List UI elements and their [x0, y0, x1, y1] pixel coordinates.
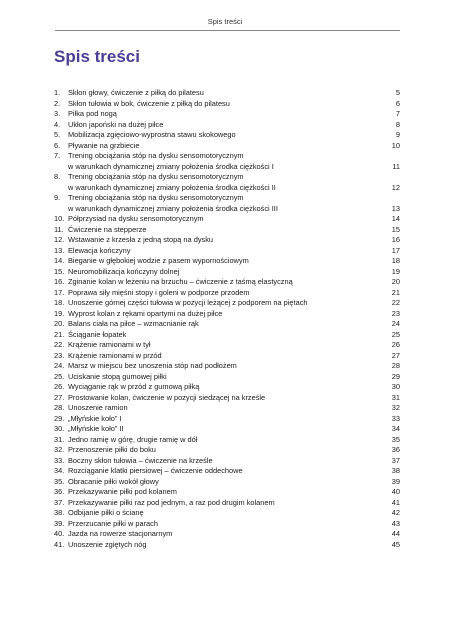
toc-entry-page: 19 [391, 266, 400, 276]
toc-entry-title: Odbijanie piłki o ścianę [68, 508, 144, 517]
toc-entry [54, 319, 400, 330]
toc-entry-page: 7 [395, 109, 400, 118]
toc-entry-title: Skłon tułowia w bok, ćwiczenie z piłką do pilatesu [68, 98, 230, 108]
toc-entry-number: 30. [54, 424, 65, 433]
toc-entry-page: 22 [391, 298, 400, 307]
toc-entry-page: 14 [391, 214, 400, 223]
toc-entry-title: „Młyńskie koło” I [68, 413, 122, 423]
toc-entry [54, 424, 400, 435]
toc-entry-number: 3. [54, 109, 61, 118]
toc-entry [54, 466, 400, 477]
toc-entry-page: 18 [391, 256, 400, 265]
toc-entry [54, 267, 400, 278]
toc-entry-number: 7. [54, 151, 61, 160]
toc-entry-title: Przenoszenie piłki do boku [68, 445, 156, 454]
toc-entry [54, 309, 400, 320]
toc-entry-number: 38. [54, 508, 65, 517]
toc-entry-page: 38 [391, 466, 400, 475]
toc-entry-title: Wyciąganie rąk w przód z gumową piłką [68, 382, 200, 391]
toc-entry-number: 33. [54, 455, 65, 465]
toc-entry [54, 445, 400, 456]
toc-entry-page: 13 [391, 203, 400, 213]
toc-entry [54, 120, 400, 131]
toc-entry-title: Wyprost kolan z rękami opartymi na dużej piłce [68, 308, 223, 318]
toc-entry-page: 40 [391, 487, 400, 496]
running-header: Spis treści [207, 17, 243, 26]
toc-entry-title: Trening obciążania stóp na dysku sensomotorycznym [68, 151, 244, 160]
toc-entry-number: 34. [54, 466, 65, 475]
toc-entry [54, 99, 400, 110]
toc-entry [54, 288, 400, 299]
toc-entry [54, 193, 400, 214]
toc-entry-title: Przekazywanie piłki pod kolanem [68, 487, 177, 496]
toc-entry-title: Bieganie w głębokiej wodzie z pasem wypornościowym [68, 256, 249, 265]
toc-entry-number: 12. [54, 235, 65, 244]
toc-entry-number: 27. [54, 392, 65, 402]
toc-entry-title: Przekazywanie piłki raz pod jednym, a raz pod drugim kolanem [68, 497, 275, 507]
toc-entry-page: 31 [391, 392, 400, 402]
toc-entry [54, 109, 400, 120]
toc-entry [54, 256, 400, 267]
toc-entry-number: 18. [54, 298, 65, 307]
toc-entry [54, 130, 400, 141]
toc-entry [54, 403, 400, 414]
toc-entry-page: 25 [391, 329, 400, 339]
toc-entry-number: 1. [54, 88, 61, 97]
toc-entry [54, 151, 400, 172]
toc-entry [54, 498, 400, 509]
toc-entry-title: Obracanie piłki wokół głowy [68, 476, 159, 486]
toc-entry [54, 340, 400, 351]
toc-entry-number: 17. [54, 287, 65, 297]
toc-entry-title: Balans ciała na piłce – wzmacnianie rąk [68, 319, 199, 328]
toc-entry-number: 21. [54, 329, 65, 339]
page-title: Spis treści [54, 47, 140, 66]
toc-entry-page: 43 [391, 518, 400, 528]
toc-entry-number: 6. [54, 140, 61, 150]
toc-entry-number: 32. [54, 445, 65, 454]
toc-entry-title: Unoszenie zgiętych nóg [68, 539, 147, 549]
toc-entry-title: Marsz w miejscu bez unoszenia stóp nad podłożem [68, 361, 237, 370]
toc-entry-number: 37. [54, 497, 65, 507]
toc-entry-number: 2. [54, 98, 61, 108]
toc-entry-number: 25. [54, 371, 65, 381]
toc-entry-number: 31. [54, 434, 65, 444]
toc-entry [54, 487, 400, 498]
toc-entry-title: Piłka pod nogą [68, 109, 117, 118]
toc-entry-title: Mobilizacja zgięciowo-wyprostna stawu skokowego [68, 130, 236, 139]
toc-entry-title: Wstawanie z krzesła z jedną stopą na dysku [68, 235, 214, 244]
toc-entry-title: Jazda na rowerze stacjonarnym [68, 529, 173, 538]
toc-entry [54, 277, 400, 288]
toc-entry-number: 26. [54, 382, 65, 391]
toc-entry-number: 28. [54, 403, 65, 412]
toc-entry-number: 22. [54, 340, 65, 349]
toc-entry-page: 26 [391, 340, 400, 349]
toc-entry-title: Krążenie ramionami w tył [68, 340, 151, 349]
toc-entry-number: 36. [54, 487, 65, 496]
toc-entry-title: Prostowanie kolan, ćwiczenie w pozycji siedzącej na krześle [68, 392, 266, 402]
toc-entry-title: Uciskanie stopą gumowej piłki [68, 371, 167, 381]
toc-entry-title: Krążenie ramionami w przód [68, 350, 162, 360]
toc-entry [54, 435, 400, 446]
toc-entry [54, 88, 400, 99]
toc-entry-page: 8 [395, 119, 400, 129]
toc-entry-page: 10 [391, 140, 400, 150]
toc-entry-page: 44 [391, 529, 400, 538]
toc-entry-number: 13. [54, 245, 65, 255]
toc-entry-title: Trening obciążania stóp na dysku sensomotorycznym [68, 193, 244, 202]
toc-entry-number: 4. [54, 119, 61, 129]
toc-entry-title: w warunkach dynamicznej zmiany położenia środka ciężkości III [68, 203, 278, 213]
toc-entry-page: 36 [391, 445, 400, 454]
toc-entry-number: 20. [54, 319, 65, 328]
toc-entry-page: 12 [391, 182, 400, 192]
toc-entry-title: Jedno ramię w górę, drugie ramię w dół [68, 434, 198, 444]
toc-entry-number: 11. [54, 224, 64, 234]
toc-entry [54, 529, 400, 540]
toc-entry [54, 298, 400, 309]
toc-entry-title: „Młyńskie koło” II [68, 424, 124, 433]
toc-entry-page: 42 [391, 508, 400, 517]
toc-entry [54, 330, 400, 341]
toc-entry-page: 24 [391, 319, 400, 328]
toc-entry [54, 235, 400, 246]
toc-entry-title: Trening obciążania stóp na dysku sensomotorycznym [68, 172, 244, 181]
table-of-contents [54, 88, 400, 550]
toc-entry-page: 30 [391, 382, 400, 391]
toc-entry-page: 11 [392, 161, 400, 171]
toc-entry-title: Rozciąganie klatki piersiowej – ćwiczenie oddechowe [68, 466, 243, 475]
toc-entry-number: 10. [54, 214, 65, 223]
toc-entry-page: 39 [391, 476, 400, 486]
toc-entry-title: Skłon głowy, ćwiczenie z piłką do pilatesu [68, 88, 204, 97]
toc-entry-page: 6 [395, 98, 400, 108]
toc-entry-number: 15. [54, 266, 65, 276]
toc-entry-page: 45 [391, 539, 400, 549]
toc-entry-page: 28 [391, 361, 400, 370]
toc-entry-title: Zginanie kolan w leżeniu na brzuchu – ćwiczenie z taśmą elastyczną [68, 277, 293, 286]
toc-entry-title: Boczny skłon tułowia – ćwiczenie na krześle [68, 455, 213, 465]
toc-entry [54, 414, 400, 425]
toc-entry [54, 225, 400, 236]
toc-entry-number: 16. [54, 277, 65, 286]
toc-entry-number: 24. [54, 361, 65, 370]
toc-entry-page: 20 [391, 277, 400, 286]
toc-entry-title: Poprawa siły mięśni stopy i goleni w podporze przodem [68, 287, 250, 297]
toc-entry-title: Ściąganie łopatek [68, 329, 127, 339]
toc-entry-title: Półprzysiad na dysku sensomotorycznym [68, 214, 204, 223]
toc-entry-number: 19. [54, 308, 65, 318]
toc-entry-number: 35. [54, 476, 65, 486]
toc-entry [54, 172, 400, 193]
toc-entry-number: 40. [54, 529, 65, 538]
toc-entry-page: 27 [391, 350, 400, 360]
toc-entry-title: w warunkach dynamicznej zmiany położenia środka ciężkości I [68, 161, 274, 171]
toc-entry-number: 14. [54, 256, 65, 265]
toc-entry [54, 214, 400, 225]
toc-entry-page: 5 [395, 88, 400, 97]
toc-entry-page: 17 [391, 245, 400, 255]
toc-entry-page: 21 [391, 287, 400, 297]
toc-entry-number: 39. [54, 518, 65, 528]
toc-entry-page: 41 [391, 497, 400, 507]
toc-entry [54, 456, 400, 467]
toc-entry-number: 9. [54, 193, 61, 202]
toc-entry [54, 141, 400, 152]
header-rule [55, 30, 400, 31]
toc-entry-page: 35 [391, 434, 400, 444]
toc-entry-page: 15 [391, 224, 400, 234]
toc-entry-title: Neuromobilizacja kończyny dolnej [68, 266, 180, 276]
toc-entry [54, 351, 400, 362]
toc-entry-title: Ukłon japoński na dużej piłce [68, 119, 164, 129]
toc-entry [54, 382, 400, 393]
toc-entry-number: 8. [54, 172, 61, 181]
toc-entry [54, 477, 400, 488]
toc-entry-page: 29 [391, 371, 400, 381]
toc-entry-number: 23. [54, 350, 65, 360]
toc-entry-title: Unoszenie górnej części tułowia w pozycji leżącej z podporem na piętach [68, 298, 308, 307]
toc-entry-title: Przerzucanie piłki w parach [68, 518, 158, 528]
toc-entry-page: 23 [391, 308, 400, 318]
toc-entry-title: Pływanie na grzbiecie [68, 140, 140, 150]
toc-entry-page: 34 [391, 424, 400, 433]
toc-entry-title: Elewacja kończyny [68, 245, 131, 255]
toc-entry [54, 540, 400, 551]
toc-entry [54, 519, 400, 530]
toc-entry-page: 16 [391, 235, 400, 244]
toc-entry-title: Ćwiczenie na stepperze [68, 224, 147, 234]
toc-entry-number: 41. [54, 539, 65, 549]
toc-entry-page: 9 [395, 130, 400, 139]
toc-entry-number: 5. [54, 130, 61, 139]
toc-entry [54, 361, 400, 372]
toc-entry-page: 37 [391, 455, 400, 465]
toc-entry [54, 372, 400, 383]
toc-entry-page: 32 [391, 403, 400, 412]
toc-entry-page: 33 [391, 413, 400, 423]
toc-entry [54, 246, 400, 257]
toc-entry-number: 29. [54, 413, 65, 423]
toc-entry [54, 393, 400, 404]
toc-entry [54, 508, 400, 519]
toc-entry-title: Unoszenie ramion [68, 403, 128, 412]
toc-entry-title: w warunkach dynamicznej zmiany położenia środka ciężkości II [68, 182, 276, 192]
